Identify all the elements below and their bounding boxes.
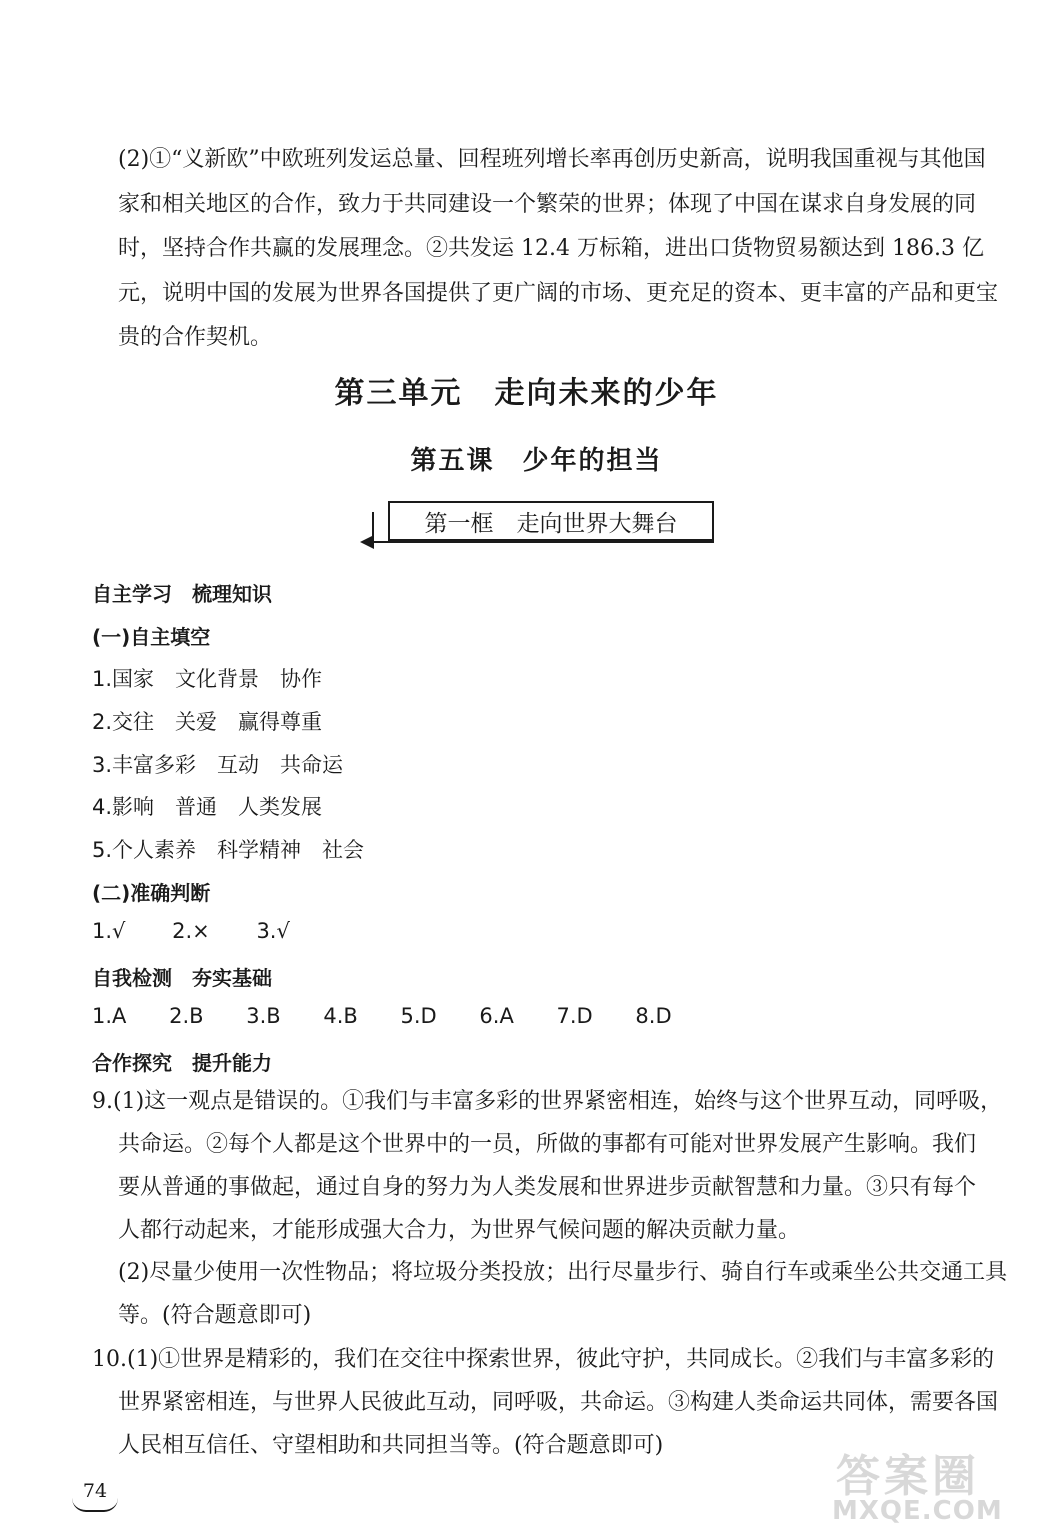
watermark-en: MXQE.COM xyxy=(832,1496,1003,1526)
section-title-box xyxy=(388,501,714,541)
fill-item-1: 1.国家 文化背景 协作 xyxy=(92,667,323,691)
section-box-tick xyxy=(372,512,374,542)
heading-cooperate: 合作探究 提升能力 xyxy=(92,1051,272,1075)
intro-line-1: (2)①“义新欧”中欧班列发运总量、回程班列增长率再创历史新高，说明我国重视与其他国 xyxy=(118,147,986,172)
page-number-text: 74 xyxy=(82,1480,108,1502)
mc-answer: 7.D xyxy=(556,1004,593,1028)
fill-item-3: 3.丰富多彩 互动 共命运 xyxy=(92,753,344,777)
watermark-logo xyxy=(830,1440,1035,1528)
judge-answer: 1.√ xyxy=(92,919,126,943)
mc-answers xyxy=(92,1004,708,1028)
section-box-underline xyxy=(372,541,714,543)
intro-line-4: 元，说明中国的发展为世界各国提供了更广阔的市场、更充足的资本、更丰富的产品和更宝 xyxy=(118,281,999,306)
mc-answer: 1.A xyxy=(92,1004,127,1028)
mc-answer: 5.D xyxy=(400,1004,437,1028)
judge-answers xyxy=(92,919,330,943)
q9-line-5: (2)尽量少使用一次性物品；将垃圾分类投放；出行尽量步行、骑自行车或乘坐公共交通工具 xyxy=(118,1260,1008,1285)
heading-self-study: 自主学习 梳理知识 xyxy=(92,582,272,606)
judge-answer: 3.√ xyxy=(256,919,290,943)
q9-line-4: 人都行动起来，才能形成强大合力，为世界气候问题的解决贡献力量。 xyxy=(118,1218,801,1243)
intro-line-3: 时，坚持合作共赢的发展理念。②共发运 12.4 万标箱，进出口货物贸易额达到 186.3 亿 xyxy=(118,236,984,261)
q9-line-6: 等。(符合题意即可) xyxy=(118,1303,312,1328)
q10-line-2: 世界紧密相连，与世界人民彼此互动，同呼吸，共命运。③构建人类命运共同体，需要各国 xyxy=(118,1390,999,1415)
q9-line-3: 要从普通的事做起，通过自身的努力为人类发展和世界进步贡献智慧和力量。③只有每个 xyxy=(118,1175,977,1200)
mc-answer: 8.D xyxy=(635,1004,672,1028)
q10-line-1: 10.(1)①世界是精彩的，我们在交往中探索世界，彼此守护，共同成长。②我们与丰富多彩的 xyxy=(92,1347,995,1372)
mc-answer: 3.B xyxy=(246,1004,281,1028)
fill-item-2: 2.交往 关爱 赢得尊重 xyxy=(92,710,323,734)
page-number xyxy=(72,1480,118,1512)
judge-answer: 2.× xyxy=(172,919,210,943)
unit-title: 第三单元 走向未来的少年 xyxy=(334,376,719,411)
lesson-title: 第五课 少年的担当 xyxy=(410,446,663,476)
q9-line-1: 9.(1)这一观点是错误的。①我们与丰富多彩的世界紧密相连，始终与这个世界互动，同呼吸， xyxy=(92,1089,1003,1114)
section-title: 第一框 走向世界大舞台 xyxy=(424,510,678,537)
page-number-decoration xyxy=(72,1498,118,1512)
q9-line-2: 共命运。②每个人都是这个世界中的一员，所做的事都有可能对世界发展产生影响。我们 xyxy=(118,1132,977,1157)
fill-item-5: 5.个人素养 科学精神 社会 xyxy=(92,838,365,862)
intro-line-2: 家和相关地区的合作，致力于共同建设一个繁荣的世界；体现了中国在谋求自身发展的同 xyxy=(118,192,977,217)
heading-self-check: 自我检测 夯实基础 xyxy=(92,966,272,990)
q10-line-3: 人民相互信任、守望相助和共同担当等。(符合题意即可) xyxy=(118,1433,664,1458)
watermark-cn: 答案圈 xyxy=(836,1451,980,1502)
mc-answer: 2.B xyxy=(169,1004,204,1028)
mc-answer: 4.B xyxy=(323,1004,358,1028)
heading-judge: (二)准确判断 xyxy=(92,881,211,905)
fill-item-4: 4.影响 普通 人类发展 xyxy=(92,795,323,819)
heading-fill-blank: (一)自主填空 xyxy=(92,625,211,649)
intro-line-5: 贵的合作契机。 xyxy=(118,325,273,350)
mc-answer: 6.A xyxy=(479,1004,514,1028)
